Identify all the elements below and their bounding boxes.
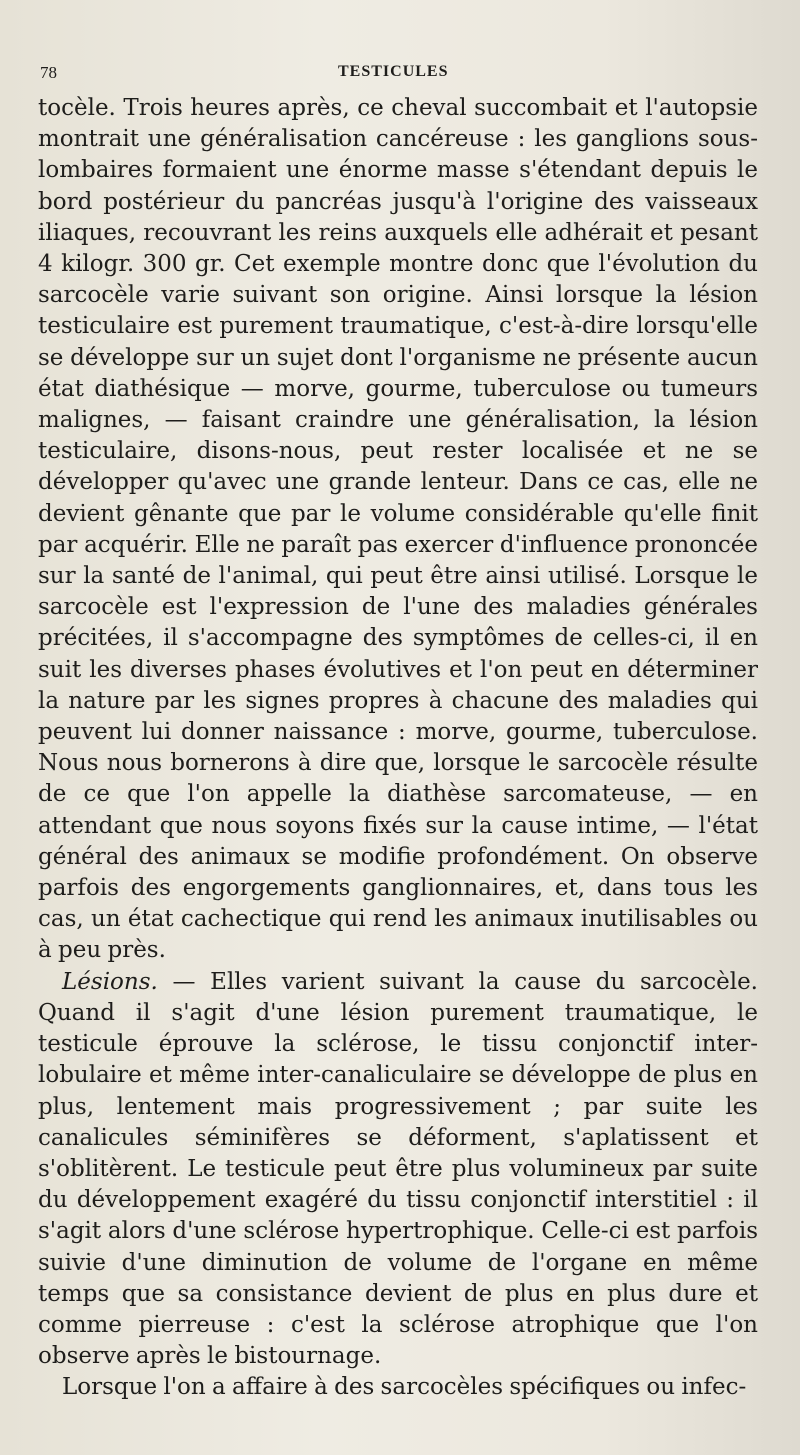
chapter-title: TESTICULES [338, 63, 449, 80]
body-text [38, 93, 758, 1404]
section-heading-lesions: Lésions. [62, 968, 158, 995]
paragraph-lesions [38, 967, 758, 1373]
running-head [38, 55, 758, 93]
paragraph-text: — Elles varient suivant la cause du sarcocèle. Quand il s'agit d'une lésion purement traumatique, le testicule éprouve la sclérose, le tissu conjonctif inter-lobulaire et même inter-canaliculaire se développe de plus en plus, lentement mais progressivement ; par suite les canalicules séminifères se déforment, s'aplatissent et s'oblitèrent. Le testicule peut être plus volumineux par suite du développement exagéré du tissu conjonctif interstitiel : il s'agit alors d'une sclérose hypertrophique. Celle-ci est parfois suivie d'une diminution de volume de l'organe en même temps que sa consistance devient de plus en plus dure et comme pierreuse : c'est la sclérose atrophique que l'on observe après le bistournage. [38, 968, 758, 1370]
paragraph-specific-sarcoceles [38, 1372, 758, 1403]
paragraph-text: Lorsque l'on a affaire à des sarcocèles spécifiques ou infec- [62, 1374, 747, 1401]
paragraph-text: tocèle. Trois heures après, ce cheval succombait et l'autopsie montrait une généralisation cancéreuse : les ganglions sous-lombaires formaient une énorme masse s'étendant depuis le bord postérieur du pancréas jusqu'à l'origine des vaisseaux iliaques, recouvrant les reins auxquels elle adhérait et pesant 4 kilogr. 300 gr. Cet exemple montre donc que l'évolution du sarcocèle varie suivant son origine. Ainsi lorsque la lésion testiculaire est purement traumatique, c'est-à-dire lorsqu'elle se développe sur un sujet dont l'organisme ne présente aucun état diathésique — morve, gourme, tuberculose ou tumeurs malignes, — faisant craindre une généralisation, la lésion testiculaire, disons-nous, peut rester localisée et ne se développer qu'avec une grande lenteur. Dans ce cas, elle ne devient gênante que par le volume considérable qu'elle finit par acquérir. Elle ne paraît pas exercer d'influence prononcée sur la santé de l'animal, qui peut être ainsi utilisé. Lorsque le sarcocèle est l'expression de l'une des maladies générales précitées, il s'accompagne des symptômes de celles-ci, il en suit les diverses phases évolutives et l'on peut en déterminer la nature par les signes propres à chacune des maladies qui peuvent lui donner naissance : morve, gourme, tuberculose. Nous nous bornerons à dire que, lorsque le sarcocèle résulte de ce que l'on appelle la diathèse sarcomateuse, — en attendant que nous soyons fixés sur la cause intime, — l'état général des animaux se modifie profondément. On observe parfois des engorgements ganglionnaires, et, dans tous les cas, un état cachectique qui rend les animaux inutilisables ou à peu près. [38, 95, 758, 964]
page-number: 78 [40, 63, 57, 82]
paragraph-sarcocele-evolution [38, 93, 758, 967]
